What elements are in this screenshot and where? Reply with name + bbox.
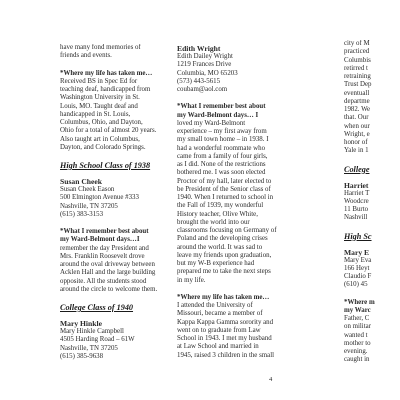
person-name: Susan Cheek — [60, 177, 102, 186]
text-line: city of M — [344, 40, 370, 47]
text-line: 500 Elmington Avenue #333 — [60, 194, 139, 202]
text-line: Proctor of my hall, later elected to — [177, 177, 272, 185]
page-number: 4 — [269, 376, 273, 383]
text-line: came from a family of four girls, — [177, 152, 268, 160]
text-line: Louis, MO. Taught deaf and — [60, 102, 138, 110]
text-line: Dayton, and Colorado Springs. — [60, 143, 146, 151]
column-2 — [177, 44, 288, 360]
life-header: *Where my life has taken me… — [60, 69, 153, 77]
text-line: 11 Burto — [344, 206, 369, 213]
text-line: classrooms focusing on Germany of — [177, 227, 277, 234]
text-line: Poland and the developing crises — [177, 235, 268, 243]
text-line: opposite. All the students stood — [60, 277, 147, 285]
text-line: handicapped in St. Louis, — [60, 110, 131, 118]
address-block — [344, 190, 400, 223]
section-heading: College Class of 1940 — [60, 303, 134, 312]
text-line: on militar — [344, 323, 371, 331]
text-line: in my life. — [177, 276, 206, 284]
text-line: Mary Hinkle Campbell — [60, 328, 124, 335]
section-heading: High Sc — [344, 231, 372, 241]
text-line: Claudio F — [344, 273, 372, 280]
text-line: Washington University in St. — [60, 94, 140, 102]
text-line: as I did. None of the restrictions — [177, 161, 266, 168]
text-line: when our — [344, 122, 370, 130]
text-line: Also taught art in Columbus, — [60, 135, 140, 143]
text-line: went on to graduate from Law — [177, 326, 261, 334]
text-line: 1945, raised 3 children in the small — [177, 351, 275, 359]
text-line: around the world. It was sad to — [177, 243, 263, 251]
text-line: Acklen Hall and the large building — [60, 269, 156, 277]
remember-header: *What I remember best about — [60, 228, 149, 235]
section-heading: College — [344, 164, 370, 174]
text-line: teaching deaf, handicapped from — [60, 86, 151, 93]
life-paragraph — [344, 315, 400, 365]
text-line: Mrs. Franklin Roosevelt drove — [60, 252, 145, 260]
text-line: at Law School and married in — [177, 343, 259, 351]
text-line: experience – my first away from — [177, 128, 267, 135]
text-line: Missouri, became a member of — [177, 310, 263, 318]
address-block — [344, 257, 400, 290]
text-line: loved my Ward-Belmont — [177, 119, 246, 127]
text-line: but my W-B experience had — [177, 260, 255, 267]
text-line: remember the day President and — [60, 244, 149, 252]
text-line: I attended the University of — [177, 302, 253, 309]
text-line: caught in — [344, 356, 370, 364]
person-name: Mary Hinkle — [60, 319, 102, 328]
text-line: Wright, e — [344, 130, 370, 138]
text-line: Nashvill — [344, 214, 368, 222]
text-line: Ohio for a total of almost 20 years. — [60, 127, 157, 135]
text-line: Columbia, MO 65203 — [177, 69, 238, 77]
text-line: (615) 383-3153 — [60, 210, 104, 218]
text-line: 1940. When I returned to school in — [177, 194, 274, 201]
text-line: 1219 Frances Drive — [177, 61, 232, 69]
address-block — [177, 53, 288, 94]
text-line: eventuall — [344, 89, 370, 97]
text-line: Harriet T — [344, 189, 370, 197]
text-line: around the circle to welcome them. — [60, 285, 158, 293]
remember-paragraph — [60, 245, 170, 295]
life-header: my Warc — [344, 306, 371, 314]
person-name: Harriet — [344, 180, 369, 190]
text-line: Nashville, TN 37205 — [60, 344, 118, 352]
text-line: Susan Cheek Eason — [60, 186, 115, 193]
text-line: Mary Eva — [344, 256, 372, 264]
text-line: bothered me. I was soon elected — [177, 169, 266, 177]
intro-paragraph — [60, 44, 170, 61]
text-line: leave my friends upon graduation, — [177, 251, 272, 259]
text-line: wanted t — [344, 331, 368, 339]
life-header: *Where m — [344, 298, 375, 306]
text-line: Yale in 1 — [344, 147, 369, 155]
text-line: honor of — [344, 139, 368, 146]
remember-paragraph — [177, 120, 288, 285]
text-line: School in 1943. I met my husband — [177, 335, 272, 342]
address-block — [60, 328, 170, 361]
text-line: brought the world into our — [177, 218, 250, 226]
column-1 — [60, 44, 170, 361]
text-line: (615) 385-9638 — [60, 352, 104, 360]
text-line: around the oval driveway between — [60, 261, 155, 268]
text-line: History teacher, Olive White, — [177, 210, 258, 218]
text-line: retraining — [344, 73, 371, 80]
text-line: Trust Dep — [344, 81, 372, 89]
text-line: Columbus, Ohio, and Dayton, — [60, 119, 143, 126]
remember-header: my Ward-Belmont days…I — [60, 236, 140, 244]
text-line: prepared me to take the next steps — [177, 268, 271, 276]
continued-paragraph — [344, 40, 400, 156]
section-heading: High School Class of 1938 — [60, 161, 151, 170]
person-name: Mary E — [344, 247, 370, 257]
text-line: 4505 Harding Road – 61W — [60, 336, 135, 344]
text-line: Woodcre — [344, 197, 369, 205]
remember-header: *What I remember best about — [177, 103, 266, 111]
column-3 — [344, 40, 400, 365]
text-line: Kappa Kappa Gamma sorority and — [177, 318, 274, 326]
text-line: evening. — [344, 348, 368, 355]
text-line: Received BS in Spec Ed for — [60, 77, 138, 85]
person-name: Edith Wright — [177, 44, 221, 53]
text-line: 1982. We — [344, 106, 371, 113]
text-line: had a wonderful roommate who — [177, 144, 266, 152]
text-line: coubam@aol.com — [177, 86, 228, 93]
life-paragraph — [177, 302, 288, 360]
text-line: (573) 443-5615 — [177, 77, 221, 85]
text-line: Nashville, TN 37205 — [60, 202, 118, 210]
text-line: Columbis — [344, 56, 371, 64]
life-paragraph — [60, 78, 170, 152]
text-line: retirred t — [344, 64, 368, 72]
text-line: 166 Heyt — [344, 264, 370, 272]
text-line: practiced — [344, 48, 370, 56]
life-header: *Where my life has taken me… — [177, 293, 270, 301]
remember-header: my Ward-Belmont days… I — [177, 111, 259, 119]
text-line: have many fond memories of — [60, 44, 141, 51]
text-line: the Fall of 1939, my wonderful — [177, 202, 264, 210]
text-line: mother to — [344, 339, 371, 347]
text-line: Edith Dailey Wright — [177, 53, 233, 60]
text-line: my small town home – in 1938. I — [177, 136, 269, 144]
text-line: that. Our — [344, 114, 369, 122]
text-line: (610) 45 — [344, 281, 368, 289]
address-block — [60, 186, 170, 219]
text-line: friends and events. — [60, 52, 112, 60]
text-line: be President of the Senior class of — [177, 185, 271, 193]
text-line: Father, C — [344, 315, 370, 322]
text-line: departme — [344, 97, 370, 105]
